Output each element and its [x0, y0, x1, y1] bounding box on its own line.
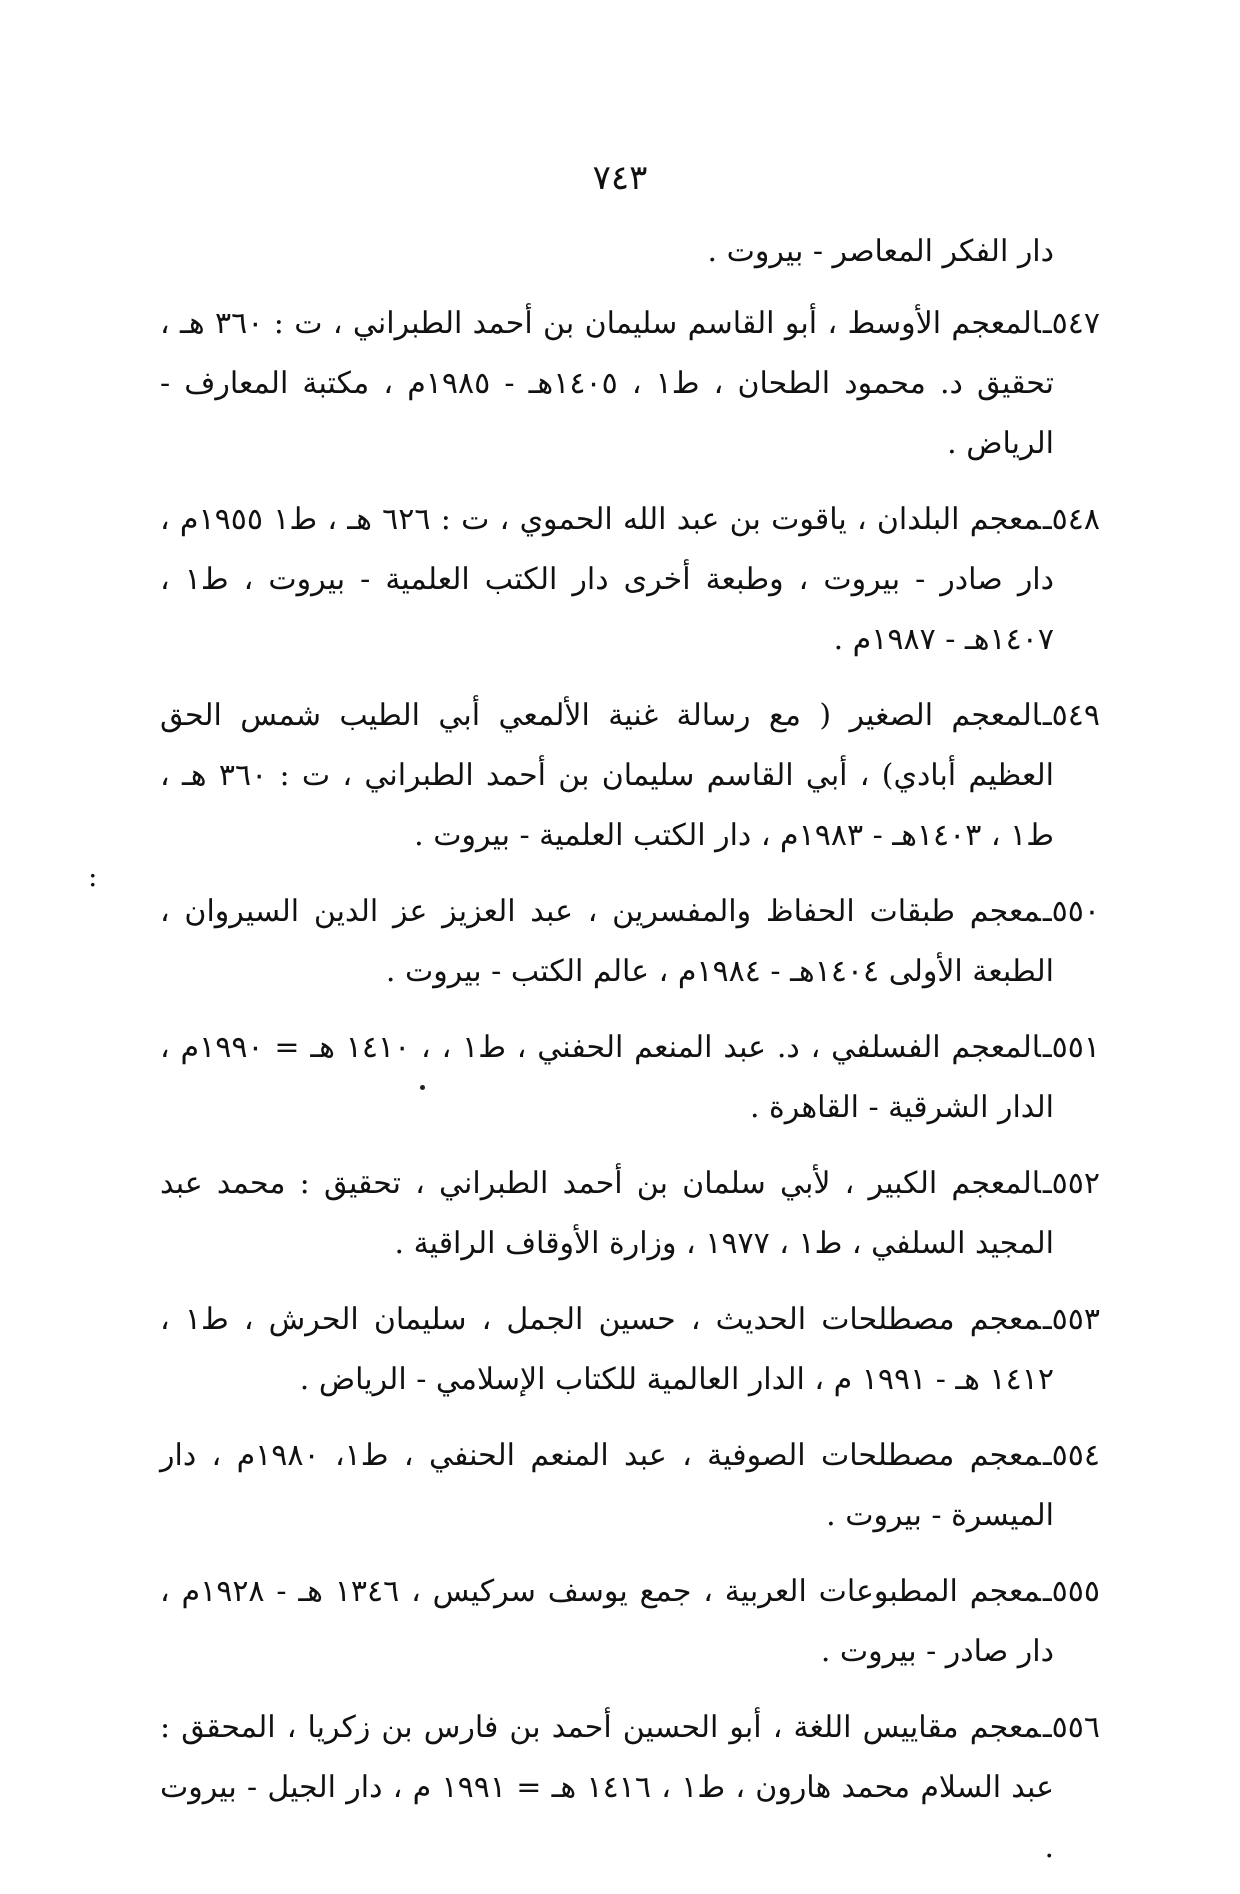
- entry-text: المعجم الأوسط ، أبو القاسم سليمان بن أحمد الطبراني ، ت : ٣٦٠ هـ ، تحقيق د. محمود الطحان ، ط١ ، ١٤٠٥هـ - ١٩٨٥م ، مكتبة المعارف - الرياض .: [160, 306, 1054, 461]
- entry-number: ٥٥٣: [1051, 1302, 1100, 1337]
- entry-dash: ـ: [1042, 502, 1052, 537]
- bibliography-entry-549: [160, 686, 1100, 866]
- entry-dash: ـ: [1042, 1166, 1052, 1201]
- entry-number: ٥٥٦: [1051, 1710, 1101, 1745]
- entry-dash: ـ: [1042, 1710, 1052, 1745]
- bibliography-entry-550: [160, 882, 1100, 1002]
- entry-dash: ـ: [1042, 698, 1052, 733]
- entry-number: ٥٥٤: [1051, 1438, 1100, 1473]
- entry-text: المعجم الكبير ، لأبي سلمان بن أحمد الطبراني ، تحقيق : محمد عبد المجيد السلفي ، ط١ ، ١٩٧٧ ، وزارة الأوقاف الراقية .: [160, 1166, 1054, 1261]
- scan-speck: [420, 1085, 425, 1090]
- entry-text: المعجم الفسلفي ، د. عبد المنعم الحفني ، ط١ ، ، ١٤١٠ هـ = ١٩٩٠م ، الدار الشرقية - القاهرة .: [160, 1030, 1054, 1125]
- bibliography-entry-551: [160, 1018, 1100, 1138]
- entry-text: معجم مصطلحات الصوفية ، عبد المنعم الحنفي ، ط١، ١٩٨٠م ، دار الميسرة - بيروت .: [160, 1438, 1054, 1533]
- bibliography-entry-553: [160, 1290, 1100, 1410]
- entry-text: معجم البلدان ، ياقوت بن عبد الله الحموي ، ت : ٦٢٦ هـ ، ط١ ١٩٥٥م ، دار صادر - بيروت ، وطبعة أخرى دار الكتب العلمية - بيروت ، ط١ ، ١٤٠٧هـ - ١٩٨٧م .: [160, 502, 1054, 657]
- entry-number: ٥٤٩: [1051, 698, 1100, 733]
- bibliography-entry-548: [160, 490, 1100, 670]
- continuation-line: دار الفكر المعاصر - بيروت .: [707, 234, 1054, 269]
- entry-number: ٥٤٨: [1051, 502, 1100, 537]
- entry-number: ٥٤٧: [1051, 306, 1100, 341]
- entry-number: ٥٥٠: [1051, 894, 1100, 929]
- bibliography-entry-552: [160, 1154, 1100, 1274]
- entry-text: المعجم الصغير ( مع رسالة غنية الألمعي أبي الطيب شمس الحق العظيم أبادي) ، أبي القاسم سليمان بن أحمد الطبراني ، ت : ٣٦٠ هـ ، ط١ ، ١٤٠٣هـ - ١٩٨٣م ، دار الكتب العلمية - بيروت .: [160, 698, 1054, 853]
- entry-dash: ـ: [1042, 894, 1052, 929]
- bibliography-entry-555: [160, 1562, 1100, 1682]
- entry-number: ٥٥١: [1051, 1030, 1100, 1065]
- entry-text: معجم المطبوعات العربية ، جمع يوسف سركيس ، ١٣٤٦ هـ - ١٩٢٨م ، دار صادر - بيروت .: [160, 1574, 1054, 1669]
- entry-number: ٥٥٢: [1051, 1166, 1100, 1201]
- entry-number: ٥٥٥: [1051, 1574, 1100, 1609]
- entry-dash: ـ: [1042, 306, 1052, 341]
- entry-text: معجم مصطلحات الحديث ، حسين الجمل ، سليمان الحرش ، ط١ ، ١٤١٢ هـ - ١٩٩١ م ، الدار العالمية للكتاب الإسلامي - الرياض .: [160, 1302, 1054, 1397]
- entry-dash: ـ: [1042, 1030, 1052, 1065]
- bibliography-entry-547: [160, 294, 1100, 474]
- margin-mark: :: [88, 860, 98, 893]
- entry-text: معجم مقاييس اللغة ، أبو الحسين أحمد بن فارس بن زكريا ، المحقق : عبد السلام محمد هارون ، ط١ ، ١٤١٦ هـ = ١٩٩١ م ، دار الجيل - بيروت .: [160, 1710, 1055, 1865]
- entry-text: معجم طبقات الحفاظ والمفسرين ، عبد العزيز عز الدين السيروان ، الطبعة الأولى ١٤٠٤هـ - ١٩٨٤م ، عالم الكتب - بيروت .: [160, 894, 1054, 989]
- bibliography-entry-556: [160, 1698, 1100, 1878]
- bibliography-entry-554: [160, 1426, 1100, 1546]
- entry-dash: ـ: [1042, 1302, 1052, 1337]
- entry-dash: ـ: [1042, 1574, 1052, 1609]
- bibliography-list: [160, 222, 1100, 1894]
- page-number: ٧٤٣: [592, 158, 648, 198]
- entry-dash: ـ: [1042, 1438, 1052, 1473]
